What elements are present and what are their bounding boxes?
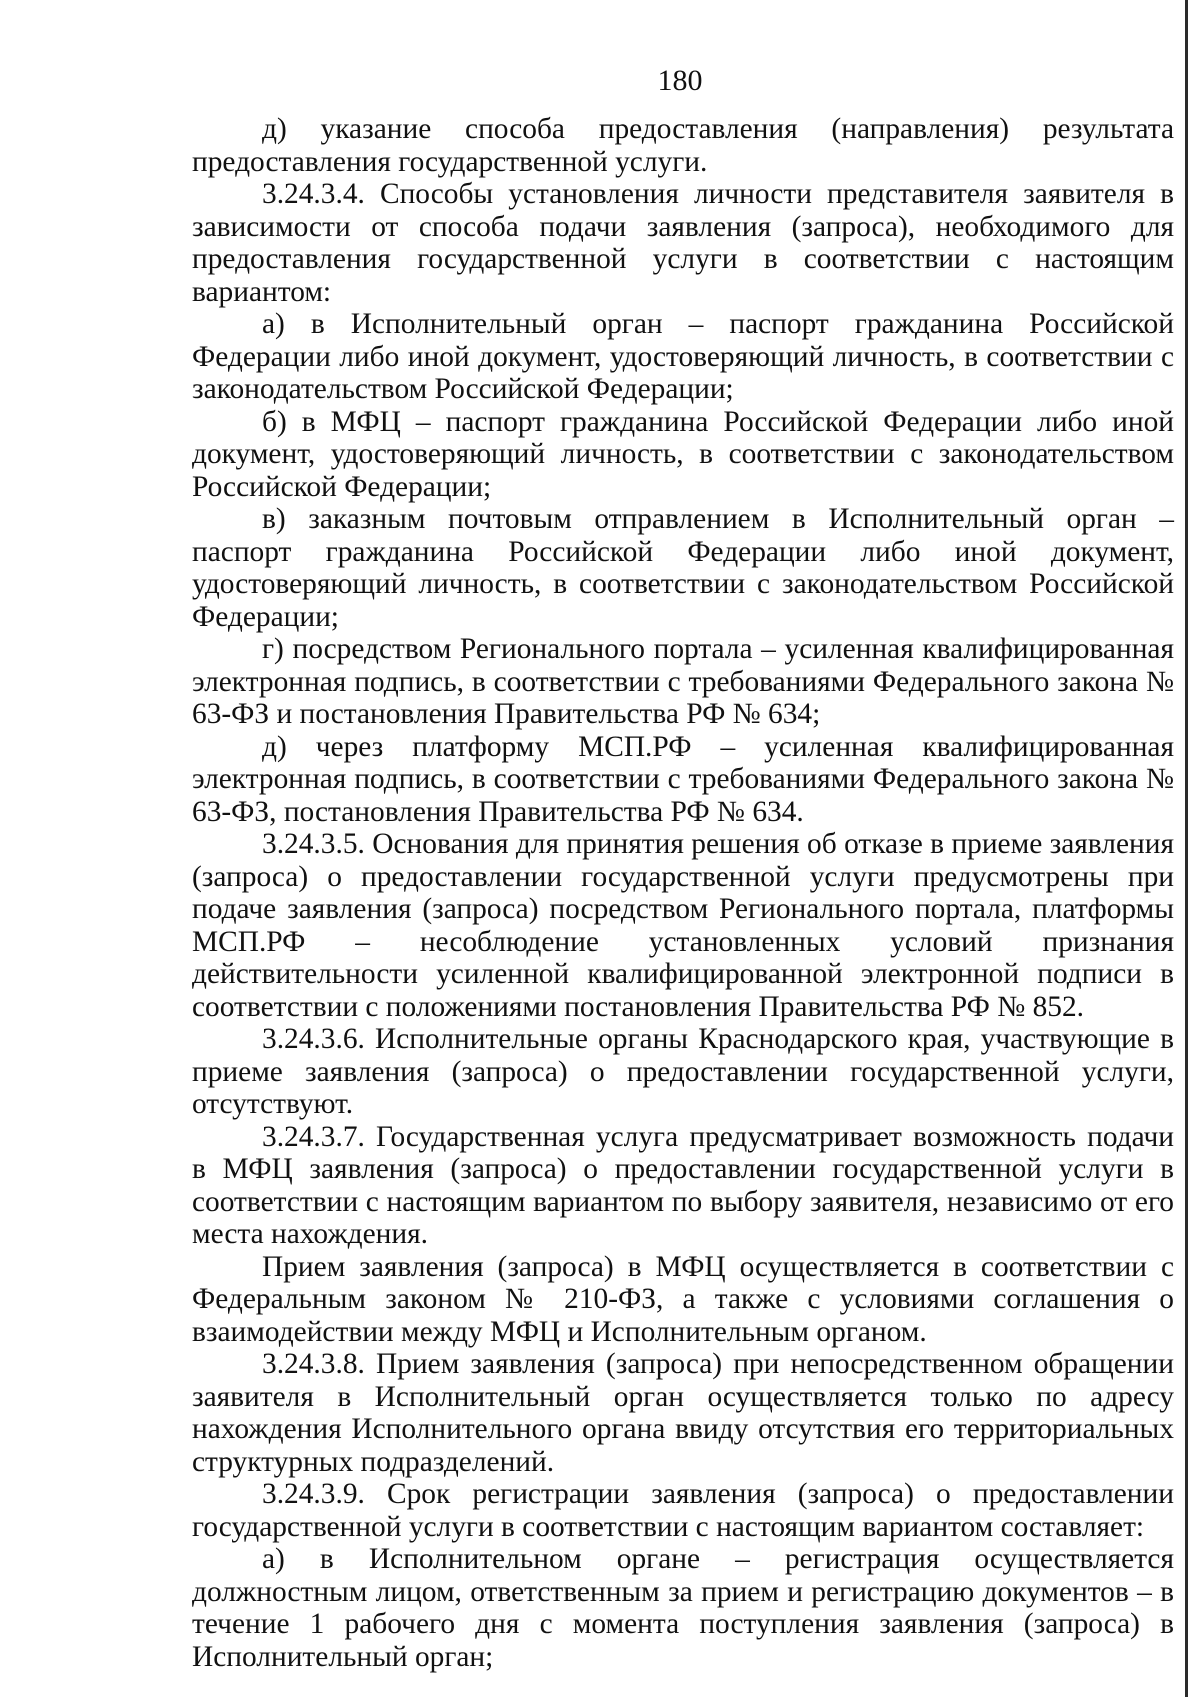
scan-edge-line (1185, 0, 1188, 1697)
paragraph: 3.24.3.8. Прием заявления (запроса) при непосредственном обращении заявителя в Исполнительный орган осуществляется только по адресу нахождения Исполнительного органа ввиду отсутствия его территориальных структурных подразделений. (192, 1348, 1174, 1478)
paragraph: а) в Исполнительный орган – паспорт гражданина Российской Федерации либо иной документ, удостоверяющий личность, в соответствии с законодательством Российской Федерации; (192, 308, 1174, 405)
paragraph: 3.24.3.9. Срок регистрации заявления (запроса) о предоставлении государственной услуги в соответствии с настоящим вариантом составляет: (192, 1478, 1174, 1543)
document-body (192, 113, 1174, 1673)
paragraph: б) в МФЦ – паспорт гражданина Российской Федерации либо иной документ, удостоверяющий личность, в соответствии с законодательством Российской Федерации; (192, 405, 1174, 503)
paragraph: 3.24.3.4. Способы установления личности представителя заявителя в зависимости от способа подачи заявления (запроса), необходимого для предоставления государственной услуги в соответствии с настоящим вариантом: (192, 178, 1174, 308)
paragraph: 3.24.3.6. Исполнительные органы Краснодарского края, участвующие в приеме заявления (запроса) о предоставлении государственной услуги, отсутствуют. (192, 1023, 1174, 1120)
paragraph: 3.24.3.7. Государственная услуга предусматривает возможность подачи в МФЦ заявления (запроса) о предоставлении государственной услуги в соответствии с настоящим вариантом по выбору заявителя, независимо от его места нахождения. (192, 1120, 1174, 1250)
paragraph: г) посредством Регионального портала – усиленная квалифицированная электронная подпись, в соответствии с требованиями Федерального закона № 63-ФЗ и постановления Правительства РФ № 634; (192, 633, 1174, 730)
paragraph: д) указание способа предоставления (направления) результата предоставления государственной услуги. (192, 113, 1174, 178)
paragraph: а) в Исполнительном органе – регистрация осуществляется должностным лицом, ответственным за прием и регистрацию документов – в течение 1 рабочего дня с момента поступления заявления (запроса) в Исполнительный орган; (192, 1543, 1174, 1673)
paragraph: Прием заявления (запроса) в МФЦ осуществляется в соответствии с Федеральным законом № 210-ФЗ, а также с условиями соглашения о взаимодействии между МФЦ и Исполнительным органом. (192, 1250, 1174, 1348)
page-number: 180 (657, 64, 703, 97)
paragraph: 3.24.3.5. Основания для принятия решения об отказе в приеме заявления (запроса) о предоставлении государственной услуги предусмотрены при подаче заявления (запроса) посредством Регионального портала, платформы МСП.РФ – несоблюдение установленных условий признания действительности усиленной квалифицированной электронной подписи в соответствии с положениями постановления Правительства РФ № 852. (192, 828, 1174, 1023)
paragraph: в) заказным почтовым отправлением в Исполнительный орган – паспорт гражданина Российской Федерации либо иной документ, удостоверяющий личность, в соответствии с законодательством Российской Федерации; (192, 503, 1174, 633)
paragraph: д) через платформу МСП.РФ – усиленная квалифицированная электронная подпись, в соответствии с требованиями Федерального закона № 63-ФЗ, постановления Правительства РФ № 634. (192, 730, 1174, 828)
